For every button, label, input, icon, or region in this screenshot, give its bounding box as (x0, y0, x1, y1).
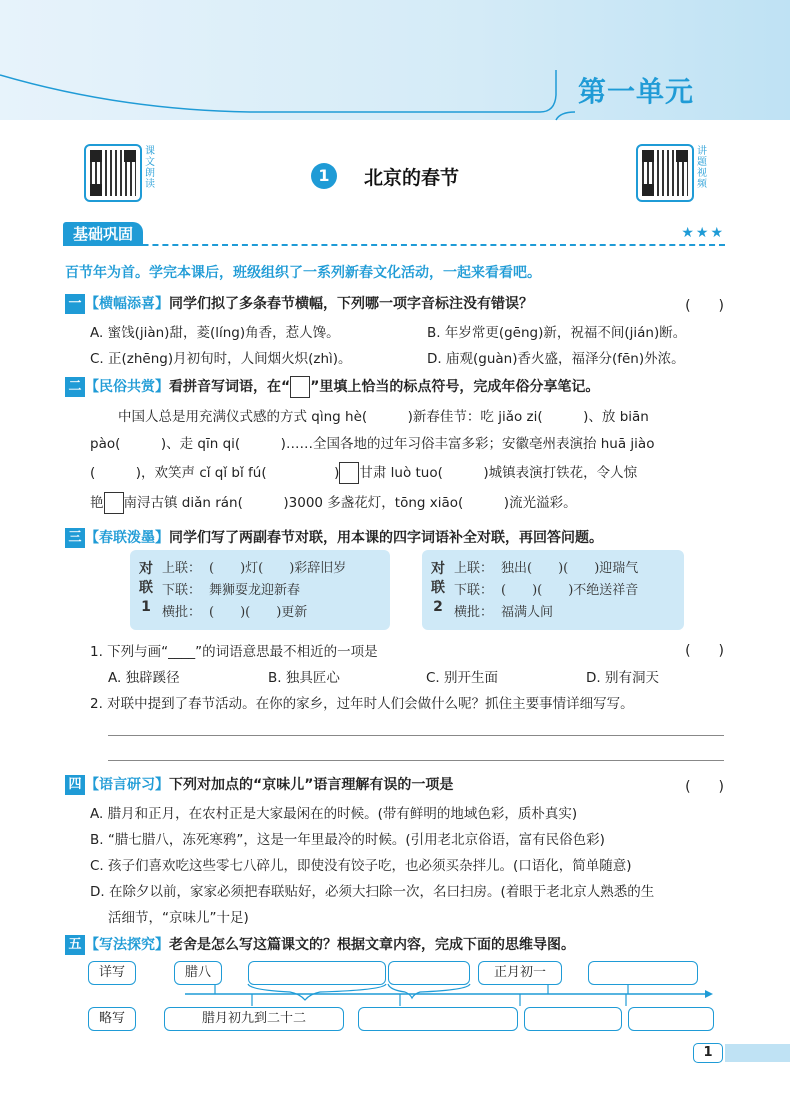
couplet-banner: 福满人间 (501, 605, 554, 620)
section-bar (63, 222, 725, 246)
pinyin-line-3-text: ( )，欢笑声 cǐ qǐ bǐ fú( ) (90, 465, 340, 481)
qr-code-video[interactable] (636, 144, 694, 202)
question-number: 三 (65, 528, 85, 548)
pinyin-line-4-head: 艳 (90, 495, 104, 511)
question-3 (65, 527, 603, 548)
intro-text: 百节年为首。学完本课后，班级组织了一系列新春文化活动，一起来看看吧。 (65, 265, 541, 281)
punctuation-box[interactable] (290, 376, 310, 398)
qr-caption-video: 讲题视频 (697, 146, 707, 190)
couplet-key: 下联： (454, 583, 494, 598)
question-number: 二 (65, 377, 85, 397)
option-b[interactable]: B. “腊七腊八，冻死寒鸦”，这是一年里最冷的时候。(引用老北京俗语，富有民俗色彩) (90, 832, 605, 848)
option-b[interactable]: B. 年岁常更(gēng)新，祝福不间(jián)断。 (427, 325, 687, 341)
mind-map-blank[interactable] (524, 1007, 622, 1031)
couplet-label: 对联1 (139, 561, 153, 615)
question-text-a: 看拼音写词语，在“ (169, 379, 291, 395)
question-2 (65, 376, 599, 398)
punctuation-box[interactable] (339, 462, 359, 484)
option-c[interactable]: C. 别开生面 (426, 670, 499, 686)
mind-map-blank[interactable] (248, 961, 386, 985)
couplet-2 (422, 550, 684, 630)
option-a[interactable]: A. 蜜饯(jiàn)甜，菱(líng)角香，惹人馋。 (90, 325, 340, 341)
question-1 (65, 293, 533, 314)
couplet-upper[interactable]: ( )灯( )彩辞旧岁 (209, 561, 347, 576)
sub-question-2: 2. 对联中提到了春节活动。在你的家乡，过年时人们会做什么呢？抓住主要事情详细写写。 (90, 696, 634, 712)
couplet-lines (454, 558, 638, 624)
couplet-key: 横批： (162, 605, 202, 620)
couplet-lines (162, 558, 346, 624)
difficulty-stars: ★★★ (681, 225, 725, 241)
question-text: 下列对加点的“京味儿”语言理解有误的一项是 (169, 777, 454, 793)
qr-caption-reading: 课文朗读 (145, 146, 155, 190)
page-number: 1 (693, 1043, 723, 1063)
answer-paren[interactable]: ( ) (685, 298, 724, 314)
question-number: 五 (65, 935, 85, 955)
couplet-lower[interactable]: ( )( )不绝送祥音 (501, 583, 639, 598)
question-tag: 【春联泼墨】 (85, 530, 169, 546)
question-4 (65, 774, 453, 795)
couplet-lower: 舞狮耍龙迎新春 (209, 583, 301, 598)
pinyin-line-3-tail: 甘肃 luò tuo( )城镇表演打铁花，令人惊 (359, 465, 638, 481)
couplet-key: 下联： (162, 583, 202, 598)
option-d-cont: 活细节，“京味儿”十足) (108, 910, 249, 926)
pinyin-line-1: 中国人总是用充满仪式感的方式 qìng hè( )新春佳节：吃 jiǎo zi( )、放 biān (118, 409, 649, 425)
mind-map-box-laba: 腊八 (174, 961, 222, 985)
mind-map-box-brief1: 腊月初九到二十二 (164, 1007, 344, 1031)
answer-line[interactable] (108, 760, 724, 761)
question-tag: 【写法探究】 (85, 937, 169, 953)
option-d[interactable]: D. 在除夕以前，家家必须把春联贴好，必须大扫除一次，名曰扫房。(着眼于老北京人熟悉的生 (90, 884, 655, 900)
pinyin-line-4 (90, 491, 577, 514)
option-d[interactable]: D. 别有洞天 (586, 670, 659, 686)
couplet-upper[interactable]: 独出( )( )迎瑞气 (501, 561, 639, 576)
couplet-banner[interactable]: ( )( )更新 (209, 605, 308, 620)
couplet-1 (130, 550, 390, 630)
couplet-key: 横批： (454, 605, 494, 620)
question-number: 四 (65, 775, 85, 795)
detail-label: 详写 (88, 961, 136, 985)
question-text: 老舍是怎么写这篇课文的？根据文章内容，完成下面的思维导图。 (169, 937, 575, 953)
unit-title: 第一单元 (578, 75, 695, 108)
question-number: 一 (65, 294, 85, 314)
qr-code-reading[interactable] (84, 144, 142, 202)
option-b[interactable]: B. 独具匠心 (268, 670, 340, 686)
pinyin-line-4-text: 南浔古镇 diǎn rán( )3000 多盏花灯，tōng xiāo( )流光溢彩。 (123, 495, 577, 511)
option-c[interactable]: C. 孩子们喜欢吃这些零七八碎儿，即使没有饺子吃，也必须买杂拌儿。(口语化，简单随意) (90, 858, 632, 874)
punctuation-box[interactable] (104, 492, 124, 514)
page-strip (725, 1044, 790, 1062)
question-tag: 【横幅添喜】 (85, 296, 169, 312)
mind-map-blank[interactable] (388, 961, 470, 985)
question-tag: 【民俗共赏】 (85, 379, 169, 395)
section-title: 基础巩固 (63, 222, 143, 246)
option-d[interactable]: D. 庙观(guàn)香火盛，福泽分(fēn)外浓。 (427, 351, 685, 367)
pinyin-line-3a (90, 461, 637, 484)
mind-map-blank[interactable] (588, 961, 698, 985)
lesson-title: 北京的春节 (364, 167, 460, 189)
question-text: 同学们写了两副春节对联，用本课的四字词语补全对联，再回答问题。 (169, 530, 603, 546)
couplet-label: 对联2 (431, 561, 445, 615)
pinyin-line-2: pào( )、走 qīn qi( )……全国各地的过年习俗丰富多彩；安徽亳州表演抬 huā jiào (90, 436, 655, 452)
answer-paren[interactable]: ( ) (685, 779, 724, 795)
answer-line[interactable] (108, 735, 724, 736)
answer-paren[interactable]: ( ) (685, 643, 724, 659)
question-text-b: ”里填上恰当的标点符号，完成年俗分享笔记。 (310, 379, 600, 395)
couplet-key: 上联： (454, 561, 494, 576)
option-c[interactable]: C. 正(zhēng)月初旬时，人间烟火炽(zhì)。 (90, 351, 352, 367)
option-a[interactable]: A. 独辟蹊径 (108, 670, 180, 686)
mind-map-box-zhengyue: 正月初一 (478, 961, 562, 985)
option-a[interactable]: A. 腊月和正月，在农村正是大家最闲在的时候。(带有鲜明的地域色彩，质朴真实) (90, 806, 578, 822)
brief-label: 略写 (88, 1007, 136, 1031)
question-tag: 【语言研习】 (85, 777, 169, 793)
mind-map-blank[interactable] (628, 1007, 714, 1031)
mind-map-blank[interactable] (358, 1007, 518, 1031)
couplet-key: 上联： (162, 561, 202, 576)
sub-question-1: 1. 下列与画“____”的词语意思最不相近的一项是 (90, 644, 378, 660)
header-curve (0, 0, 790, 130)
lesson-number: 1 (311, 163, 337, 189)
question-text: 同学们拟了多条春节横幅，下列哪一项字音标注没有错误？ (169, 296, 533, 312)
